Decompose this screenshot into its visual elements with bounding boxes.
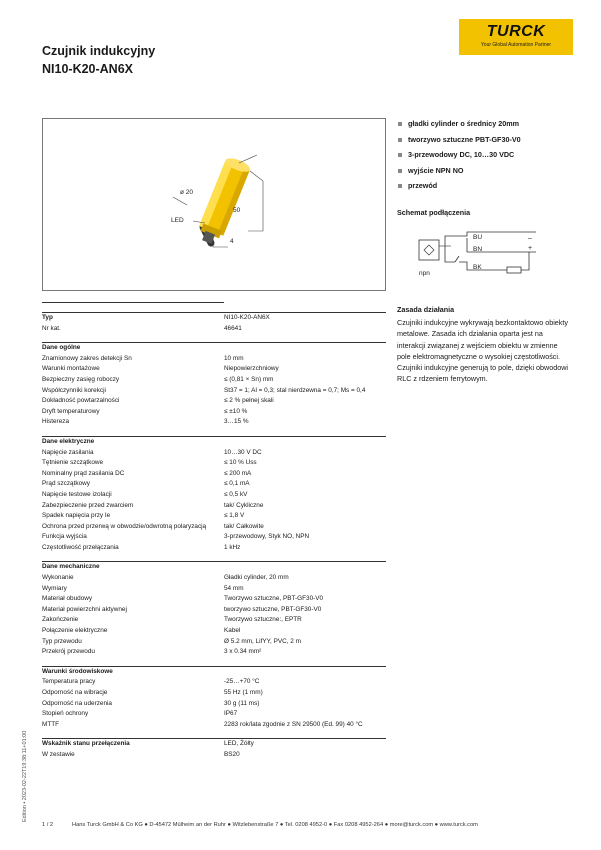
feature-item	[397, 151, 521, 167]
row-label: Dokładność powtarzalności	[42, 397, 120, 405]
row-label: Napięcie testowe izolacji	[42, 490, 112, 498]
table-row	[42, 407, 386, 418]
table-row	[42, 573, 386, 584]
table-row	[42, 522, 386, 533]
table-row	[42, 501, 386, 512]
table-row	[42, 364, 386, 375]
page-title: Czujnik indukcyjny	[42, 44, 156, 58]
table-row	[42, 688, 386, 699]
row-label: Przekrój przewodu	[42, 648, 95, 656]
logo-tagline: Your Global Automation Partner	[480, 42, 552, 48]
row-value: St37 = 1; Al = 0,3; stal nierdzewna = 0,7; Ms = 0,4	[224, 386, 366, 394]
bullet-icon	[398, 153, 402, 157]
edition-stamp: Edition • 2023-02-22T19:38:11+01:00	[22, 730, 28, 822]
table-row	[42, 511, 386, 522]
row-label: Zakończenie	[42, 616, 79, 624]
spec-section-electrical	[42, 436, 386, 554]
row-value: ≤ (0,81 × Sn) mm	[224, 375, 274, 383]
table-row	[42, 324, 386, 335]
feature-item	[397, 136, 521, 152]
feature-item	[397, 167, 521, 183]
divider	[42, 302, 224, 303]
row-label: Histereza	[42, 418, 69, 426]
wire-bn-label: BN	[473, 246, 483, 253]
bullet-icon	[398, 184, 402, 188]
spec-table	[42, 312, 386, 769]
spec-section-type	[42, 312, 386, 334]
row-label: Tętnienie szczątkowe	[42, 459, 104, 467]
wire-bk-label: BK	[473, 264, 482, 271]
row-label: Dryft temperaturowy	[42, 407, 100, 415]
turck-logo	[459, 19, 573, 55]
table-row	[42, 479, 386, 490]
section-title: Dane ogólne	[42, 344, 81, 352]
row-value: tak/ Cykliczne	[224, 501, 264, 509]
row-value: ≤ 200 mA	[224, 469, 252, 477]
section-title: Warunki środowiskowe	[42, 667, 113, 675]
section-header	[42, 561, 386, 573]
table-row	[42, 532, 386, 543]
row-label: Materiał powierzchni aktywnej	[42, 605, 127, 613]
section-header	[42, 666, 386, 678]
product-image	[42, 118, 386, 291]
row-value: Kabel	[224, 627, 241, 635]
row-value: 3…15 %	[224, 418, 249, 426]
row-label: Stopień ochrony	[42, 710, 89, 718]
table-row	[42, 594, 386, 605]
row-value: BS20	[224, 750, 240, 758]
row-value: tak/ Całkowite	[224, 522, 264, 530]
section-title: Dane mechaniczne	[42, 563, 100, 571]
row-value: ≤ 0,5 kV	[224, 490, 248, 498]
row-value: IP67	[224, 710, 238, 718]
table-row	[42, 699, 386, 710]
feature-item	[397, 182, 521, 198]
row-label: Napięcie zasilania	[42, 448, 94, 456]
feature-list	[397, 120, 521, 198]
table-row	[42, 584, 386, 595]
spec-section-indicator	[42, 738, 386, 760]
spec-section-environment	[42, 666, 386, 731]
row-value: Niepowierzchniowy	[224, 365, 279, 373]
section-header	[42, 342, 386, 354]
row-label: Zabezpieczenie przed zwarciem	[42, 501, 134, 509]
row-label: Materiał obudowy	[42, 595, 93, 603]
feature-text: 3-przewodowy DC, 10…30 VDC	[408, 150, 515, 159]
row-label: Typ przewodu	[42, 637, 82, 645]
row-value: 3 x 0.34 mm²	[224, 648, 262, 656]
plus-label: +	[528, 245, 533, 252]
row-label: Warunki montażowe	[42, 365, 100, 373]
row-label: W zestawie	[42, 750, 75, 758]
feature-text: przewód	[408, 181, 438, 190]
company-address: Hans Turck GmbH & Co KG ● D-45472 Mülheim an der Ruhr ● Witzlebenstraße 7 ● Tel. 0208 4952-0 ● Fax 0208 4952-264 ● more@turck.com ● www.turck.com	[72, 822, 478, 828]
row-label: Funkcja wyjścia	[42, 533, 87, 541]
table-row	[42, 386, 386, 397]
row-label: Odporność na wibracje	[42, 689, 108, 696]
row-value: 54 mm	[224, 584, 244, 592]
table-row	[42, 709, 386, 720]
row-value: Ø 5.2 mm, LifYY, PVC, 2 m	[224, 637, 301, 645]
product-code-title: NI10-K20-AN6X	[42, 62, 134, 76]
wire-bu-label: BU	[473, 234, 483, 241]
row-label: Spadek napięcia przy Ie	[42, 512, 111, 520]
table-row	[42, 490, 386, 501]
row-value: ≤ 0,1 mA	[224, 480, 250, 488]
wiring-diagram-title: Schemat podłączenia	[397, 208, 471, 217]
table-row	[42, 615, 386, 626]
row-value: Tworzywo sztuczne, PBT-GF30-V0	[224, 595, 324, 603]
row-label: MTTF	[42, 720, 60, 728]
row-label: Ochrona przed przerwą w obwodzie/odwrotną polaryzacją	[42, 522, 207, 530]
cable-label: 4	[230, 238, 234, 245]
table-row	[42, 448, 386, 459]
table-row	[42, 375, 386, 386]
row-label: Nominalny prąd zasilania DC	[42, 469, 125, 477]
table-row	[42, 396, 386, 407]
row-label: Bezpieczny zasięg roboczy	[42, 375, 120, 383]
section-header	[42, 738, 386, 750]
bullet-icon	[398, 169, 402, 173]
row-value: 46641	[224, 324, 242, 332]
row-label: Współczynniki korekcji	[42, 386, 106, 394]
spec-section-general	[42, 342, 386, 428]
table-row	[42, 605, 386, 616]
table-row	[42, 637, 386, 648]
section-title: Wskaźnik stanu przełączenia	[42, 740, 130, 748]
row-value: 1 kHz	[224, 543, 241, 551]
length-label: 50	[233, 207, 241, 214]
table-row	[42, 626, 386, 637]
row-value: NI10-K20-AN6X	[224, 314, 270, 321]
row-value: LED, Żółty	[224, 740, 254, 748]
row-value: 3-przewodowy, Styk NO, NPN	[224, 533, 310, 541]
row-label: Wymiary	[42, 584, 67, 592]
wiring-diagram	[397, 222, 547, 282]
table-row	[42, 647, 386, 658]
row-value: tworzywo sztuczne, PBT-GF30-V0	[224, 605, 322, 613]
table-row	[42, 750, 386, 761]
row-label: Prąd szczątkowy	[42, 480, 90, 488]
row-value: 10 mm	[224, 354, 244, 362]
table-row	[42, 720, 386, 731]
principle-title: Zasada działania	[397, 305, 455, 314]
row-label: Znamionowy zakres detekcji Sn	[42, 354, 132, 362]
feature-text: wyjście NPN NO	[408, 165, 464, 175]
row-value: 55 Hz (1 mm)	[224, 689, 263, 696]
principle-text: Czujniki indukcyjne wykrywają bezkontaktowo obiekty metalowe. Zasada ich działania oparta jest na interakcji związanej z wejściem obiektu w zmienne pole elektromagnetyczne o wysokiej częstotliwości. Czujniki indukcyjne generują to pole, dzięki obwodowi RLC z rdzeniem ferrytowym.	[397, 318, 569, 384]
row-value: ≤ ±10 %	[224, 407, 248, 415]
minus-label: –	[528, 235, 532, 242]
row-value: ≤ 10 % Uss	[224, 459, 257, 467]
logo-brand: TURCK	[486, 23, 546, 40]
row-label: Połączenie elektryczne	[42, 627, 108, 635]
row-value: -25…+70 °C	[224, 678, 260, 686]
table-row	[42, 312, 386, 324]
table-row	[42, 458, 386, 469]
row-label: Typ	[42, 314, 53, 321]
sensor-drawing	[43, 119, 387, 292]
feature-text: gładki cylinder o średnicy 20mm	[408, 119, 520, 128]
table-row	[42, 543, 386, 554]
table-row	[42, 677, 386, 688]
row-label: Częstotliwość przełączania	[42, 543, 119, 551]
section-title: Dane elektryczne	[42, 437, 95, 445]
row-value: ≤ 2 % pełnej skali	[224, 397, 274, 405]
row-value: Tworzywo sztuczne:, EPTR	[224, 616, 302, 624]
row-value: 2283 rok/lata zgodnie z SN 29500 (Ed. 99) 40 °C	[224, 720, 363, 728]
led-label: LED	[171, 217, 184, 224]
row-label: Odporność na uderzenia	[42, 699, 112, 707]
row-value: 30 g (11 ms)	[224, 699, 260, 707]
bullet-icon	[398, 138, 402, 142]
feature-item	[397, 120, 521, 136]
diameter-label: ø 20	[180, 189, 194, 196]
row-value: ≤ 1,8 V	[224, 512, 245, 520]
table-row	[42, 469, 386, 480]
row-label: Nr kat.	[42, 324, 61, 332]
spec-section-mechanical	[42, 561, 386, 657]
table-row	[42, 417, 386, 428]
row-value: Gładki cylinder, 20 mm	[224, 574, 289, 582]
row-value: 10…30 V DC	[224, 448, 262, 456]
section-header	[42, 436, 386, 448]
page-number: 1 / 2	[42, 822, 54, 828]
bullet-icon	[398, 122, 402, 126]
feature-text: tworzywo sztuczne PBT-GF30-V0	[408, 134, 521, 144]
row-label: Wykonanie	[42, 574, 74, 582]
table-row	[42, 354, 386, 365]
row-label: Temperatura pracy	[42, 678, 96, 686]
npn-label: npn	[419, 270, 430, 277]
